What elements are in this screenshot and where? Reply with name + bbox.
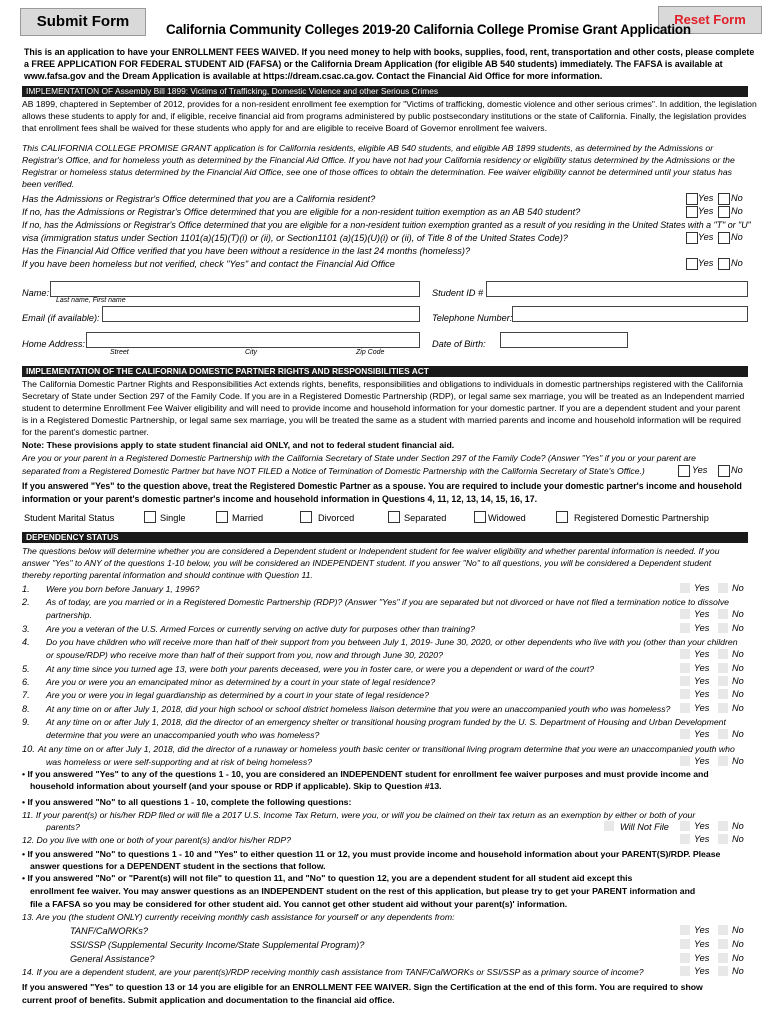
yes-label: Yes [694, 966, 710, 976]
no-label: No [732, 834, 744, 844]
dependency-intro-3: thereby reporting parental information and should continue with Question 11. [22, 570, 313, 580]
dependency-q3-text: Are you a veteran of the U.S. Armed Forces or currently serving on active duty for purposes other than training? [46, 623, 475, 634]
q13-item-2: SSI/SSP (Supplemental Security Income/State Supplemental Program)? [70, 940, 365, 950]
q12-no-checkbox[interactable] [718, 834, 728, 844]
name-input[interactable] [50, 281, 420, 297]
no-label: No [732, 622, 744, 633]
residency-line-4: been verified. [22, 179, 75, 189]
no-label: No [732, 702, 744, 713]
dependency-section-bar: DEPENDENCY STATUS [22, 532, 748, 543]
residency-q4: Has the Financial Aid Office verified that you have been without a residence in the last 24 months (homeless)? [22, 246, 471, 256]
yes-label: Yes [694, 702, 710, 713]
residency-line-1: This CALIFORNIA COLLEGE PROMISE GRANT application is for California residents, eligible AB 540 students, and eligible AB 1899 students, as determined by the Admissions or [22, 143, 714, 153]
dependency-q5-no-checkbox[interactable] [718, 663, 728, 673]
dependency-q5-text: At any time since you turned age 13, were both your parents deceased, were you in foster care, or were you a dependent or ward of the court? [46, 663, 595, 674]
partner-note: Note: These provisions apply to state student financial aid ONLY, and not to federal student financial aid. [22, 440, 455, 450]
dependency-q7-yes-checkbox[interactable] [680, 689, 690, 699]
address-label: Home Address: [22, 339, 85, 349]
residency-q3-no-checkbox[interactable] [718, 232, 730, 244]
partner-yes-checkbox[interactable] [678, 465, 690, 477]
dependency-bullet-1b: household information about yourself (and your spouse or RDP if applicable). Skip to Question #13. [30, 781, 442, 791]
name-hint: Last name, First name [56, 297, 126, 304]
marital-divorced-label: Divorced [318, 513, 355, 523]
dependency-q6-number: 6. [22, 677, 30, 687]
dependency-q3-no-checkbox[interactable] [718, 623, 728, 633]
dependency-q8-yes-checkbox[interactable] [680, 703, 690, 713]
dependency-intro-1: The questions below will determine whether you are considered a Dependent student or Independent student for fee waiver eligibility and whether parental information is needed. If you [22, 546, 720, 556]
q14: 14. If you are a dependent student, are your parent(s)/RDP receiving monthly cash assistance from TANF/CalWORKs or SSI/SSP as a primary source of income? [22, 967, 644, 977]
marital-widowed-label: Widowed [488, 513, 526, 523]
residency-line-2: Registrar's Office, and for homeless youth as determined by the Financial Aid Office. If you have not had your California residency or eligibility status determined by the Admissions or the [22, 155, 735, 165]
dependency-q1-no-checkbox[interactable] [718, 583, 728, 593]
q13-ga-no-checkbox[interactable] [718, 953, 728, 963]
no-label: No [732, 583, 744, 593]
yes-label: Yes [694, 953, 710, 963]
dependency-q5-yes-checkbox[interactable] [680, 663, 690, 673]
no-label: No [731, 258, 743, 268]
dependency-q10-number: 10. [22, 743, 35, 754]
residency-q5-yes-checkbox[interactable] [686, 258, 698, 270]
reset-form-button[interactable]: Reset Form [658, 6, 762, 34]
dob-input[interactable] [500, 332, 628, 348]
intro-line-1: This is an application to have your ENROLLMENT FEES WAIVED. If you need money to help with books, supplies, food, rent, transportation and other costs, please complete [24, 47, 755, 57]
yes-label: Yes [694, 649, 710, 660]
marital-single-label: Single [160, 513, 186, 523]
residency-line-3: Registrar or homeless status determined by the Financial Aid Office, see one of those offices to obtain the determination. Fee waiver eligibility cannot be determined until your status has [22, 167, 733, 177]
yes-label: Yes [698, 258, 714, 268]
q11-yes-checkbox[interactable] [680, 821, 690, 831]
student-id-label: Student ID # [432, 288, 484, 298]
no-label: No [732, 649, 744, 660]
no-label: No [731, 465, 743, 475]
yes-label: Yes [694, 662, 710, 673]
email-label: Email (if available): [22, 313, 100, 323]
q12: 12. Do you live with one or both of your parent(s) and/or his/her RDP? [22, 835, 291, 845]
dependency-q6-no-checkbox[interactable] [718, 676, 728, 686]
yes-label: Yes [694, 689, 710, 700]
q13-item-3: General Assistance? [70, 954, 155, 964]
yes-label: Yes [698, 206, 714, 216]
residency-q1-yes-checkbox[interactable] [686, 193, 698, 205]
dependency-bullet-2: • If you answered "No" to all questions 1 - 10, complete the following questions: [22, 797, 352, 807]
final-line-1: If you answered "Yes" to question 13 or 14 you are eligible for an ENROLLMENT FEE WAIVER. Sign the Certification at the end of this form. You are required to show [22, 982, 703, 992]
residency-q3-yes-checkbox[interactable] [686, 232, 698, 244]
partner-q-line-1: Are you or your parent in a Registered Domestic Partnership with the California Secretary of State under Section 297 of the Family Code? (Answer "Yes" if you or your parent are [22, 453, 696, 463]
city-hint: City [245, 349, 258, 356]
no-label: No [732, 939, 744, 949]
q12-yes-checkbox[interactable] [680, 834, 690, 844]
student-id-input[interactable] [486, 281, 748, 297]
marital-married-label: Married [232, 513, 264, 523]
yes-label: Yes [694, 939, 710, 949]
no-label: No [731, 232, 743, 242]
dependency-q2-yes-checkbox[interactable] [680, 609, 690, 619]
no-label: No [732, 729, 744, 740]
yes-label: Yes [698, 193, 714, 203]
dependency-q4-number: 4. [22, 637, 30, 648]
q13-ga-yes-checkbox[interactable] [680, 953, 690, 963]
q13: 13. Are you (the student ONLY) currently receiving monthly cash assistance for yourself or any dependents from: [22, 912, 455, 922]
residency-q2: If no, has the Admissions or Registrar's Office determined that you are eligible for a non-resident tuition exemption as an AB 540 student? [22, 207, 581, 217]
dob-label: Date of Birth: [432, 339, 486, 349]
dependency-q6-yes-checkbox[interactable] [680, 676, 690, 686]
street-hint: Street [110, 349, 129, 356]
q13-tanf-yes-checkbox[interactable] [680, 925, 690, 935]
dependency-q1-number: 1. [22, 584, 30, 594]
partner-q-line-2: separated from a Registered Domestic Partner but have NOT FILED a Notice of Termination of Domestic Partnership with the California Secretary of State's Office.) [22, 466, 645, 476]
marital-separated-label: Separated [404, 513, 447, 523]
dependency-q7-number: 7. [22, 690, 30, 701]
intro-line-2: a FREE APPLICATION FOR FEDERAL STUDENT AID (FAFSA) or the California Dream Application (for eligible AB 540 students) immediately. The FAFSA is available at [24, 59, 723, 69]
dependency-q4-yes-checkbox[interactable] [680, 649, 690, 659]
residency-q3a: If no, has the Admissions or Registrar's Office determined that you are eligible for a non-resident tuition exemption granted as a result of you residing in the United States with a "T" or "U" [22, 220, 751, 230]
q14-no-checkbox[interactable] [718, 966, 728, 976]
marital-single-checkbox[interactable] [144, 511, 156, 523]
dependency-q9-text: At any time on or after July 1, 2018, did the director of an emergency shelter or transitional housing program funded by the U. S. Department of Housing and Urban Development [46, 717, 726, 728]
dependency-bullet-3a: • If you answered "No" to questions 1 - 10 and "Yes" to either question 11 or 12, you must provide income and household information about your PARENT(S)/RDP. Please [22, 849, 721, 859]
will-not-file-label: Will Not File [620, 822, 669, 832]
q14-yes-checkbox[interactable] [680, 966, 690, 976]
dependency-bullet-3b: answer questions for a DEPENDENT student in the sections that follow. [30, 861, 326, 871]
q13-ssi-no-checkbox[interactable] [718, 939, 728, 949]
residency-q5-no-checkbox[interactable] [718, 258, 730, 270]
no-label: No [732, 821, 744, 831]
partner-line-1: The California Domestic Partner Rights and Responsibilities Act extends rights, benefits, responsibilities and obligations to individuals in domestic partnerships registered with the California [22, 379, 743, 389]
dependency-q2-text-cont: partnership. [46, 610, 92, 621]
name-label: Name: [22, 288, 50, 298]
dependency-q3-yes-checkbox[interactable] [680, 623, 690, 633]
yes-label: Yes [694, 755, 710, 766]
dependency-q10-text: At any time on or after July 1, 2018, did the director of a runaway or homeless youth basic center or transitional living program determine that you were an unaccompanied youth who [38, 743, 735, 754]
email-input[interactable] [102, 306, 420, 322]
yes-label: Yes [694, 821, 710, 831]
dependency-q9-number: 9. [22, 717, 30, 728]
marital-rdp-label: Registered Domestic Partnership [574, 513, 709, 523]
partner-line-4: is in a Registered Domestic Partnership, or legal same sex marriage, you will be treated the same as a student with married parents and income and household information will be required [22, 415, 742, 425]
q13-tanf-no-checkbox[interactable] [718, 925, 728, 935]
residency-q5: If you have been homeless but not verified, check "Yes" and contact the Financial Aid Office [22, 259, 395, 269]
no-label: No [732, 689, 744, 700]
no-label: No [732, 925, 744, 935]
ab1899-line-2: allows these students to apply for and, if eligible, receive financial aid from programs administered by public postsecondary institutions or the state of California. Finally, the legislation provides [22, 111, 747, 121]
marital-married-checkbox[interactable] [216, 511, 228, 523]
dependency-q10-no-checkbox[interactable] [718, 756, 728, 766]
dependency-bullet-4a: • If you answered "No" or "Parent(s) will not file" to question 11, and "No" to question 12, you are a dependent student for all student aid except this [22, 873, 633, 883]
ab1899-line-3: that enrollment fees shall be waived for these students who apply for and are eligible to receive Board of Governor enrollment fee waivers. [22, 123, 547, 133]
phone-input[interactable] [512, 306, 748, 322]
marital-widowed-checkbox[interactable] [474, 511, 486, 523]
page-title: California Community Colleges 2019-20 California College Promise Grant Application [166, 22, 691, 37]
residency-q2-yes-checkbox[interactable] [686, 206, 698, 218]
ab1899-line-1: AB 1899, chaptered in September of 2012, provides for a non-resident enrollment fee exemption for "Victims of trafficking, domestic violence and other serious crimes". In addition, the legislation [22, 99, 757, 109]
marital-divorced-checkbox[interactable] [300, 511, 312, 523]
dependency-q10-text-cont: was homeless or were self-supporting and at risk of being homeless? [46, 756, 313, 767]
dependency-q8-number: 8. [22, 703, 30, 714]
partner-line-3: student to determine Enrollment Fee Waiver eligibility and will need to provide income and household information for your domestic partner. If you are a dependent student and your parent [22, 403, 741, 413]
dependency-q9-no-checkbox[interactable] [718, 729, 728, 739]
dependency-q9-text-cont: determine that you were an unaccompanied youth who was homeless? [46, 730, 320, 741]
yes-label: Yes [694, 729, 710, 740]
dependency-q7-text: Are you or were you in legal guardianship as determined by a court in your state of legal residence? [46, 690, 429, 701]
q13-ssi-yes-checkbox[interactable] [680, 939, 690, 949]
dependency-q4-text-cont: or spouse/RDP) who receive more than half of their support from you, now and through June 30, 2020? [46, 650, 443, 661]
dependency-q7-no-checkbox[interactable] [718, 689, 728, 699]
partner-no-checkbox[interactable] [718, 465, 730, 477]
residency-q1: Has the Admissions or Registrar's Office determined that you are a California resident? [22, 194, 376, 204]
yes-label: Yes [694, 609, 710, 620]
dependency-q2-text: As of today, are you married or in a Registered Domestic Partnership (RDP)? (Answer "Yes" if you are separated but not divorced or have not filed a termination notice to dissolve [46, 597, 729, 608]
dependency-q3-number: 3. [22, 623, 30, 634]
dependency-bullet-4c: file a FAFSA so you may be considered for other student aid. You cannot get other student aid without your parent(s)' information. [30, 899, 568, 909]
intro-line-3: www.fafsa.gov and the Dream Application is available at https://dream.csac.ca.gov. Contact the Financial Aid Office for more information. [24, 71, 603, 81]
dependency-q4-text: Do you have children who will receive more than half of their support from you between July 1, 2019- June 30, 2020, or other dependents who live with you (other than your children [46, 637, 738, 648]
no-label: No [732, 755, 744, 766]
yes-label: Yes [698, 232, 714, 242]
yes-label: Yes [694, 925, 710, 935]
phone-label: Telephone Number: [432, 313, 513, 323]
no-label: No [731, 193, 743, 203]
dependency-q1-text: Were you born before January 1, 1996? [46, 584, 200, 594]
no-label: No [732, 953, 744, 963]
no-label: No [732, 966, 744, 976]
dependency-q2-no-checkbox[interactable] [718, 609, 728, 619]
ab1899-section-bar: IMPLEMENTATION OF Assembly Bill 1899: Victims of Trafficking, Domestic Violence and other Serious Crimes [22, 86, 748, 97]
no-label: No [732, 609, 744, 620]
partner-line-5: for the parent's domestic partner. [22, 427, 149, 437]
q11-line-2: parents? [46, 822, 80, 832]
dependency-q2-number: 2. [22, 597, 30, 608]
yes-label: Yes [694, 583, 710, 593]
dependency-q1-yes-checkbox[interactable] [680, 583, 690, 593]
residency-q2-no-checkbox[interactable] [718, 206, 730, 218]
dependency-q5-number: 5. [22, 663, 30, 674]
partner-bold-line-1: If you answered "Yes" to the question above, treat the Registered Domestic Partner as a spouse. You are required to include your domestic partner's income and household [22, 481, 742, 491]
partner-section-bar: IMPLEMENTATION OF THE CALIFORNIA DOMESTIC PARTNER RIGHTS AND RESPONSIBILITIES ACT [22, 366, 748, 377]
q11-will-not-file-checkbox[interactable] [604, 821, 614, 831]
residency-q1-no-checkbox[interactable] [718, 193, 730, 205]
yes-label: Yes [694, 622, 710, 633]
no-label: No [732, 662, 744, 673]
dependency-q4-no-checkbox[interactable] [718, 649, 728, 659]
yes-label: Yes [692, 465, 708, 475]
submit-form-button[interactable]: Submit Form [20, 8, 146, 36]
marital-separated-checkbox[interactable] [388, 511, 400, 523]
dependency-q8-text: At any time on or after July 1, 2018, did your high school or school district homeless liaison determine that you were an unaccompanied youth who was homeless? [46, 703, 671, 714]
partner-line-2: Secretary of State under Section 297 of the Family Code. If you are in a Registered Domestic Partnership (RDP), or legal same sex marriage, you will be treated as an Independent married [22, 391, 745, 401]
dependency-q6-text: Are you or were you an emancipated minor as determined by a court in your state of legal residence? [46, 677, 436, 687]
q11-no-checkbox[interactable] [718, 821, 728, 831]
q11-line-1: 11. If your parent(s) or his/her RDP filed or will file a 2017 U.S. Income Tax Return, were you, or will you be claimed on their tax return as an exemption by either or both of your [22, 810, 696, 820]
address-input[interactable] [86, 332, 420, 348]
marital-rdp-checkbox[interactable] [556, 511, 568, 523]
dependency-bullet-1a: • If you answered "Yes" to any of the questions 1 - 10, you are considered an INDEPENDENT student for enrollment fee waiver purposes and must provide income and [22, 769, 709, 779]
q13-item-1: TANF/CalWORKs? [70, 926, 148, 936]
dependency-q10-yes-checkbox[interactable] [680, 756, 690, 766]
yes-label: Yes [694, 676, 710, 686]
no-label: No [732, 676, 744, 686]
dependency-bullet-4b: enrollment fee waiver. You may answer questions as an INDEPENDENT student on the rest of this application, but please try to get your PARENT information and [30, 886, 696, 896]
dependency-intro-2: answer "Yes" to ANY of the questions 1-10 below, you will be considered an INDEPENDENT student. If you answer "No" to all questions, you will be considered a Dependent student [22, 558, 712, 568]
marital-status-label: Student Marital Status [24, 513, 115, 523]
residency-q3b: visa (immigration status under Section 1101(a)(15)(T)(i) or (ii), or Section1101 (a)(15)(U)(i) or (ii), of Title 8 of the United States Code)? [22, 233, 568, 243]
partner-bold-line-2: information or your parent's domestic partner's income and household information in Questions 4, 11, 12, 13, 14, 15, 16, 17. [22, 494, 538, 504]
final-line-2: current proof of benefits. Submit application and documentation to the financial aid office. [22, 995, 395, 1005]
zip-hint: Zip Code [356, 349, 385, 356]
no-label: No [731, 206, 743, 216]
dependency-q8-no-checkbox[interactable] [718, 703, 728, 713]
yes-label: Yes [694, 834, 710, 844]
dependency-q9-yes-checkbox[interactable] [680, 729, 690, 739]
